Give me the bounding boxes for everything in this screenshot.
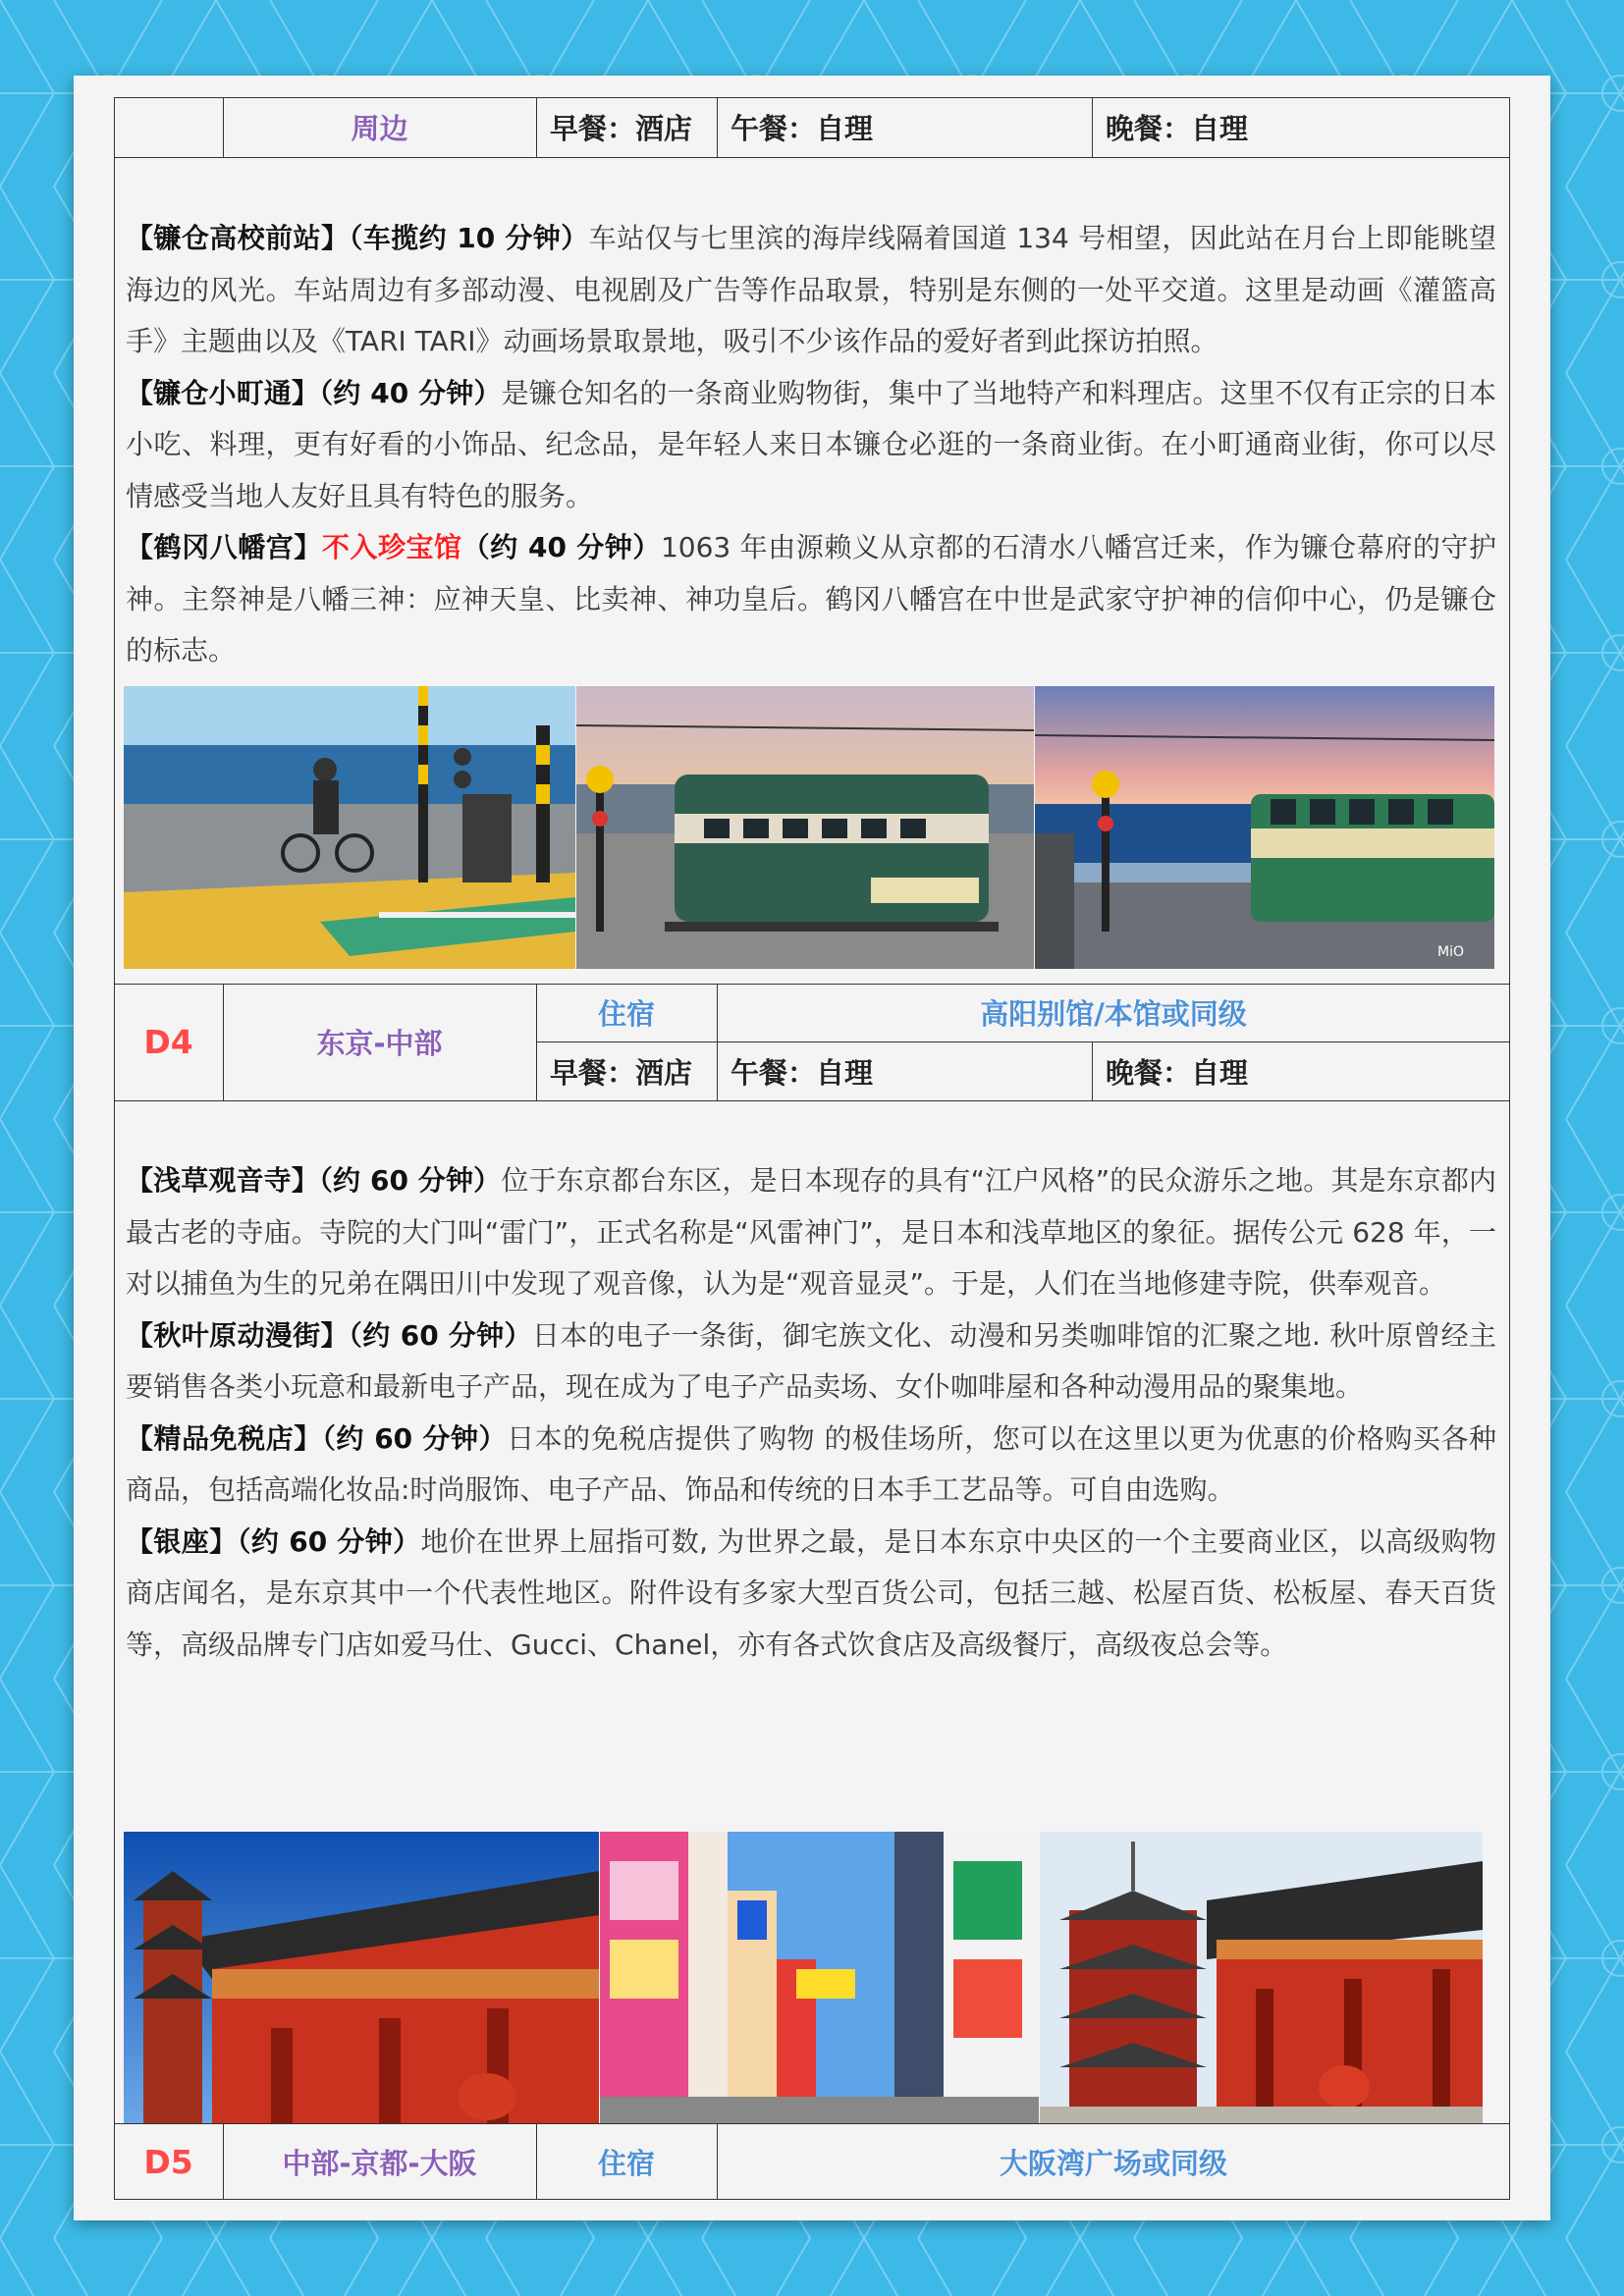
day3-breakfast: 早餐：酒店	[550, 112, 693, 145]
detail-paragraph	[126, 213, 1496, 368]
spot-name: 【精品免税店】	[126, 1421, 322, 1455]
spot-description: 地价在世界上屈指可数, 为世界之最，是日本东京中央区的一个主要商业区，以高级购物商店闻名，是东京其中一个代表性地区。附件设有多家大型百货公司，包括三越、松屋百货、松板屋、春天百货等，高级品牌专门店如爱马仕、Gucci、Chanel，亦有各式饮食店及高级餐厅，高级夜总会等。	[126, 1524, 1496, 1661]
day4-lunch: 午餐：自理	[731, 1055, 874, 1090]
spot-duration: （约 40 分钟）	[461, 531, 661, 563]
spot-warning-note: 不入珍宝馆	[321, 531, 462, 563]
spot-description: 是镰仓知名的一条商业购物街，集中了当地特产和料理店。这里不仅有正宗的日本小吃、料理，更有好看的小饰品、纪念品，是年轻人来日本镰仓必逛的一条商业街。在小町通商业街，你可以尽情感受当地人友好且具有特色的服务。	[126, 376, 1496, 512]
day5-label: D5	[143, 2142, 193, 2181]
day4-details	[126, 1155, 1496, 1671]
spot-duration: （约 60 分钟）	[348, 1318, 532, 1352]
spot-duration: （约 60 分钟）	[318, 1164, 502, 1197]
day3-dinner: 晚餐：自理	[1106, 112, 1249, 145]
day4-lodging-label: 住宿	[597, 997, 655, 1031]
day3-route: 周边	[351, 112, 408, 145]
spot-name: 【镰仓小町通】	[126, 376, 320, 409]
day4-lodging: 高阳别馆/本馆或同级	[980, 997, 1247, 1031]
spot-description: 1063 年由源赖义从京都的石清水八幡宫迁来，作为镰仓幕府的守护神。主祭神是八幡三神：应神天皇、比卖神、神功皇后。鹤冈八幡宫在中世是武家守护神的信仰中心，仍是镰仓的标志。	[126, 531, 1496, 667]
spot-duration: （约 40 分钟）	[319, 376, 502, 409]
spot-name: 【镰仓高校前站】	[126, 222, 350, 254]
photo-train-seaside-dusk	[1035, 686, 1494, 969]
detail-paragraph	[126, 1414, 1496, 1517]
day3-lunch: 午餐：自理	[731, 112, 874, 145]
day5-lodging-label: 住宿	[597, 2146, 655, 2180]
spot-name: 【银座】	[126, 1524, 238, 1558]
day4-label: D4	[143, 1023, 193, 1061]
spot-description: 位于东京都台东区，是日本现存的具有“江户风格”的民众游乐之地。其是东京都内最古老的寺庙。寺院的大门叫“雷门”，正式名称是“风雷神门”，是日本和浅草地区的象征。据传公元 628 年，一对以捕鱼为生的兄弟在隅田川中发现了观音像，认为是“观音显灵”。于是，人们在当地修建寺院，供奉观音。	[126, 1164, 1496, 1300]
photo-crossing-cyclist	[124, 686, 575, 969]
spot-name: 【浅草观音寺】	[126, 1164, 319, 1197]
day5-route: 中部-京都-大阪	[282, 2146, 477, 2180]
photo-sensoji-pagoda	[1040, 1832, 1483, 2123]
day3-details	[126, 213, 1496, 677]
row-divider	[114, 157, 1510, 158]
photo-watermark: MiO	[1437, 944, 1464, 960]
photo-enoden-train	[576, 686, 1034, 969]
row-divider	[114, 1100, 1510, 1101]
detail-paragraph	[126, 1517, 1496, 1672]
detail-paragraph	[126, 368, 1496, 523]
spot-description: 日本的电子一条街，御宅族文化、动漫和另类咖啡馆的汇聚之地. 秋叶原曾经主要销售各类小玩意和最新电子产品，现在成为了电子产品卖场、女仆咖啡屋和各种动漫用品的聚集地。	[126, 1318, 1496, 1403]
spot-duration: （车揽约 10 分钟）	[349, 222, 589, 254]
photo-sensoji-gate	[124, 1832, 599, 2123]
spot-name: 【秋叶原动漫街】	[126, 1318, 349, 1352]
day4-breakfast: 早餐：酒店	[550, 1055, 693, 1090]
spot-description: 车站仅与七里滨的海岸线隔着国道 134 号相望，因此站在月台上即能眺望海边的风光。车站周边有多部动漫、电视剧及广告等作品取景，特别是东侧的一处平交道。这里是动画《灌篮高手》主题曲以及《TARI TARI》动画场景取景地，吸引不少该作品的爱好者到此探访拍照。	[126, 222, 1496, 357]
detail-paragraph	[126, 522, 1496, 677]
day4-dinner: 晚餐：自理	[1106, 1055, 1249, 1090]
spot-description: 日本的免税店提供了购物 的极佳场所，您可以在这里以更为优惠的价格购买各种商品，包括高端化妆品:时尚服饰、电子产品、饰品和传统的日本手工艺品等。可自由选购。	[126, 1421, 1496, 1506]
day4-route: 东京-中部	[316, 1027, 443, 1060]
spot-duration: （约 60 分钟）	[237, 1524, 421, 1558]
detail-paragraph	[126, 1310, 1496, 1414]
detail-paragraph	[126, 1155, 1496, 1310]
day5-lodging: 大阪湾广场或同级	[999, 2146, 1227, 2180]
photo-akihabara-street	[600, 1832, 1039, 2123]
spot-name: 【鹤冈八幡宫】	[126, 531, 322, 563]
spot-duration: （约 60 分钟）	[321, 1421, 508, 1455]
